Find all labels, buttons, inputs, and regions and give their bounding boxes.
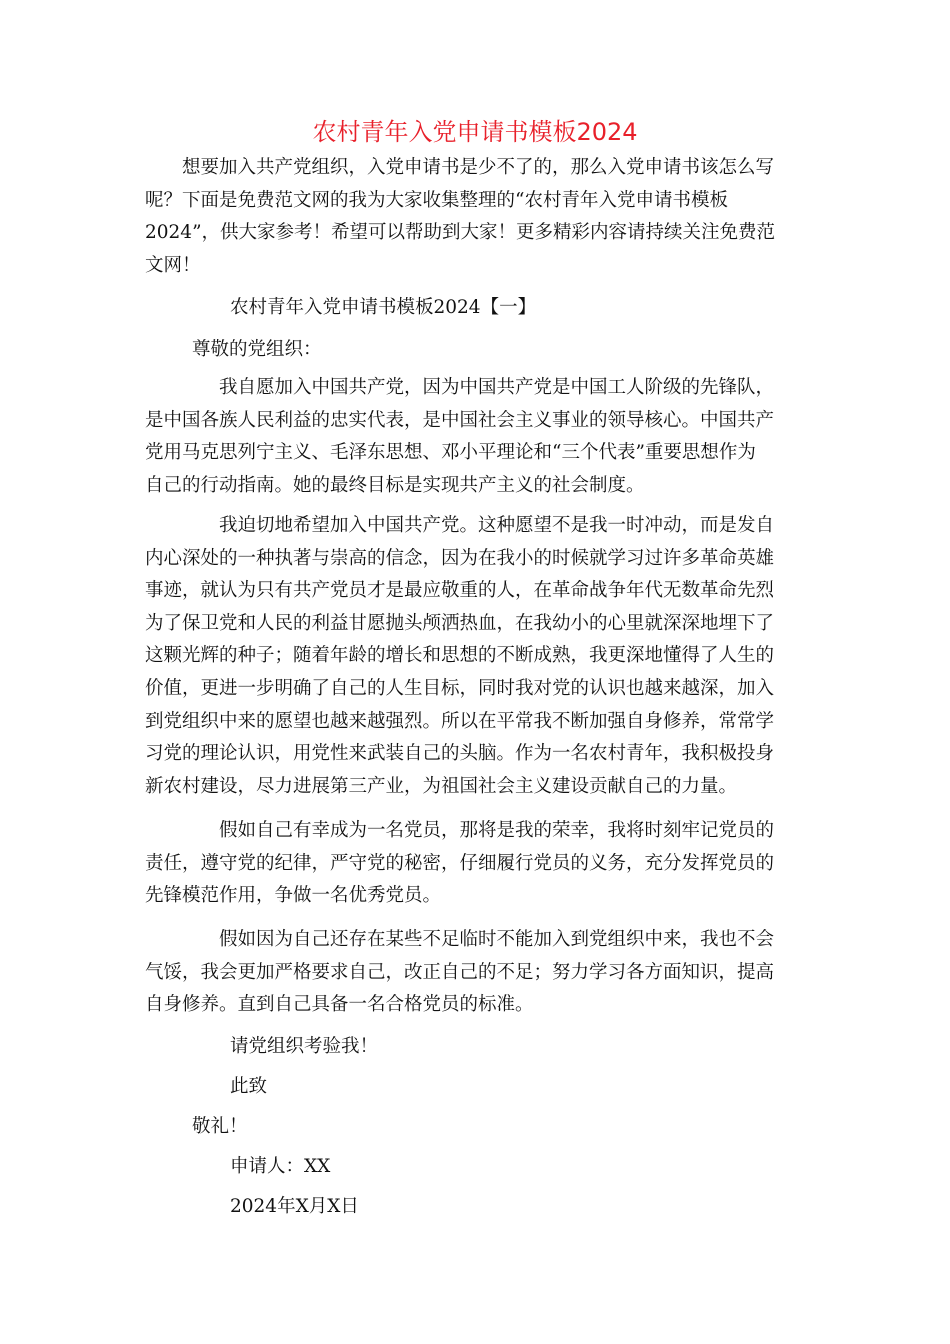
paragraph-line: 我迫切地希望加入中国共产党。这种愿望不是我一时冲动，而是发自 [145, 515, 775, 536]
intro-line: 2024”，供大家参考！希望可以帮助到大家！更多精彩内容请持续关注免费范 [145, 222, 776, 244]
paragraph-line: 是中国各族人民利益的忠实代表，是中国社会主义事业的领导核心。中国共产 [145, 409, 775, 431]
paragraph-line: 这颗光辉的种子；随着年龄的增长和思想的不断成熟，我更深地懂得了人生的 [145, 645, 775, 667]
document-title: 农村青年入党申请书模板2024 [312, 118, 638, 146]
intro-line: 呢？下面是免费范文网的我为大家收集整理的“农村青年入党申请书模板 [145, 189, 728, 211]
paragraph-3 [145, 815, 810, 913]
paragraph-line: 自己的行动指南。她的最终目标是实现共产主义的社会制度。 [145, 474, 645, 496]
applicant-signature: 申请人：XX [230, 1156, 331, 1177]
paragraph-line: 自身修养。直到自己具备一名合格党员的标准。 [145, 994, 534, 1016]
paragraph-line: 先锋模范作用，争做一名优秀党员。 [145, 885, 442, 907]
paragraph-line: 内心深处的一种执著与崇高的信念，因为在我小的时候就学习过许多革命英雄 [145, 547, 775, 569]
closing-jingli: 敬礼！ [192, 1116, 248, 1137]
paragraph-line: 事迹，就认为只有共产党员才是最应敬重的人，在革命战争年代无数革命先烈 [145, 580, 775, 602]
paragraph-4 [145, 924, 810, 1022]
section-heading: 农村青年入党申请书模板2024【一】 [230, 297, 537, 318]
closing-cizhi: 此致 [230, 1076, 268, 1097]
intro-paragraph [145, 152, 810, 282]
paragraph-line: 为了保卫党和人民的利益甘愿抛头颅洒热血，在我幼小的心里就深深地埋下了 [145, 612, 775, 634]
paragraph-line: 责任，遵守党的纪律，严守党的秘密，仔细履行党员的义务，充分发挥党员的 [145, 852, 775, 874]
paragraph-line: 新农村建设，尽力进展第三产业，为祖国社会主义建设贡献自己的力量。 [145, 775, 738, 797]
application-date: 2024年X月X日 [230, 1196, 359, 1217]
paragraph-line: 到党组织中来的愿望也越来越强烈。所以在平常我不断加强自身修养，常常学 [145, 710, 775, 732]
paragraph-line: 党用马克思列宁主义、毛泽东思想、邓小平理论和“三个代表”重要思想作为 [145, 442, 756, 464]
paragraph-2 [145, 510, 810, 803]
paragraph-line: 我自愿加入中国共产党，因为中国共产党是中国工人阶级的先锋队， [145, 377, 775, 398]
paragraph-line: 气馁，我会更加严格要求自己，改正自己的不足；努力学习各方面知识，提高 [145, 961, 775, 983]
paragraph-line: 习党的理论认识，用党性来武装自己的头脑。作为一名农村青年，我积极投身 [145, 743, 775, 765]
paragraph-1 [145, 372, 810, 502]
salutation: 尊敬的党组织： [192, 339, 322, 360]
paragraph-line: 假如因为自己还存在某些不足临时不能加入到党组织中来，我也不会 [145, 929, 775, 950]
intro-line: 文网！ [145, 254, 201, 276]
paragraph-line: 假如自己有幸成为一名党员，那将是我的荣幸，我将时刻牢记党员的 [145, 820, 775, 841]
closing-request: 请党组织考验我！ [230, 1036, 379, 1057]
intro-line: 想要加入共产党组织，入党申请书是少不了的，那么入党申请书该怎么写 [145, 157, 775, 178]
paragraph-line: 价值，更进一步明确了自己的人生目标，同时我对党的认识也越来越深，加入 [145, 677, 775, 699]
